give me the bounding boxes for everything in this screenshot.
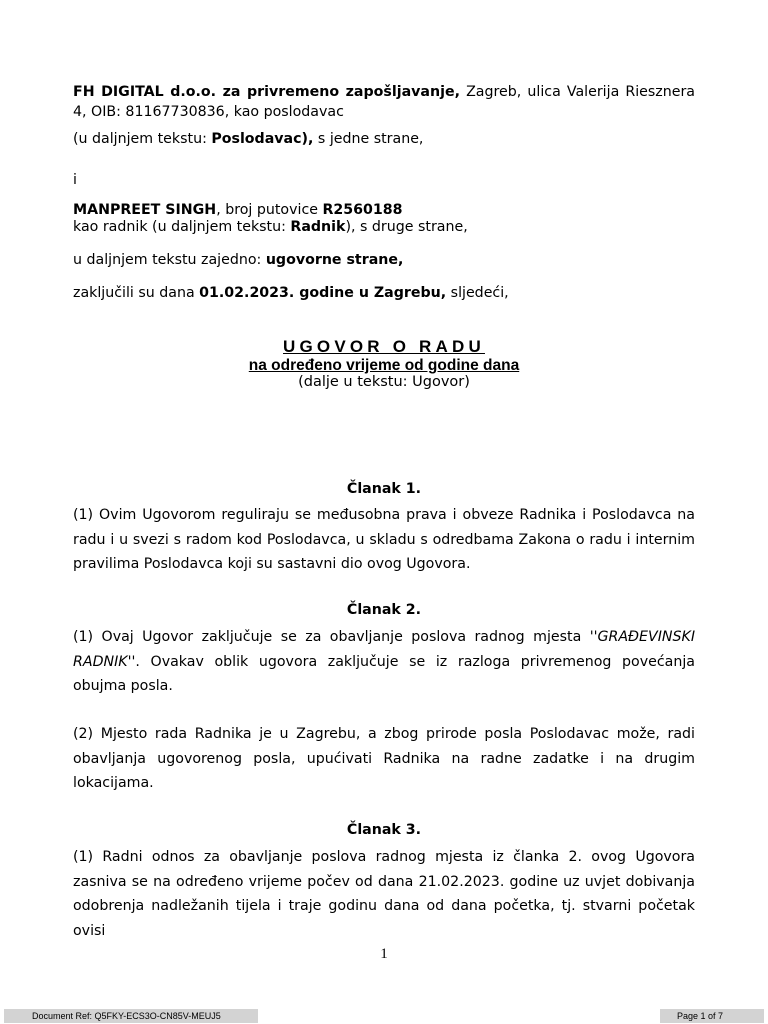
contract-title: UGOVOR O RADU bbox=[283, 337, 485, 356]
and-conjunction: i bbox=[73, 172, 77, 188]
article-1-heading: Članak 1. bbox=[346, 481, 422, 497]
document-ref: Document Ref: Q5FKY-ECS3O-CN85V-MEUJ5 bbox=[32, 1011, 221, 1021]
article-1-paragraph-1: (1) Ovim Ugovorom reguliraju se međusobna prava i obveze Radnika i Poslodavca na radu i u svezi s radom kod Poslodavca, u skladu s odredbama Zakona o radu i internim pravilima Poslodavca koji su sastavni dio ovog Ugovora. bbox=[73, 507, 695, 572]
page-count: Page 1 of 7 bbox=[677, 1011, 724, 1021]
article-2-heading: Članak 2. bbox=[346, 602, 422, 618]
employee-ref-label: Radnik bbox=[290, 219, 346, 235]
employee-paragraph bbox=[73, 202, 695, 236]
page-count-bar bbox=[660, 1009, 764, 1023]
contract-subtitle: na određeno vrijeme od godine dana bbox=[248, 357, 520, 374]
job-title: ''GRAĐEVINSKI RADNIK'' bbox=[73, 629, 695, 670]
employee-name: MANPREET SINGH bbox=[73, 202, 217, 218]
concluded-date-place: 01.02.2023. godine u Zagrebu, bbox=[199, 285, 447, 301]
employee-ref-prefix: kao radnik (u daljnjem tekstu: bbox=[73, 219, 291, 235]
a2-p1-suffix: . Ovakav oblik ugovora zaključuje se iz razloga privremenog povećanja obujma posla. bbox=[73, 653, 695, 694]
employer-ref-prefix: (u daljnjem tekstu: bbox=[73, 131, 212, 147]
together-line bbox=[73, 250, 695, 270]
together-prefix: u daljnjem tekstu zajedno: bbox=[73, 252, 266, 268]
concluded-prefix: zaključili su dana bbox=[73, 285, 200, 301]
employer-name: FH DIGITAL d.o.o. za privremeno zapošljavanje, bbox=[73, 84, 460, 100]
article-2-paragraph-1 bbox=[73, 625, 695, 699]
article-3-paragraph-1: (1) Radni odnos za obavljanje poslova radnog mjesta iz članka 2. ovog Ugovora zasniva se na određeno vrijeme počev od dana 21.02.2023. godine uz uvjet dobivanja odobrenja nadležanih tijela i traje godinu dana od dana početka, tj. stvarni početak ovisi bbox=[73, 849, 695, 939]
employer-details: Zagreb, ulica Valerija Riesznera 4, OIB: 81167730836, kao poslodavac bbox=[73, 84, 695, 120]
employer-paragraph bbox=[73, 82, 695, 122]
employer-ref-label: Poslodavac), bbox=[211, 131, 314, 147]
together-label: ugovorne strane, bbox=[265, 252, 404, 268]
employee-ref-suffix: ), s druge strane, bbox=[345, 219, 468, 235]
passport-number: R2560188 bbox=[322, 202, 403, 218]
page-number: 1 bbox=[380, 946, 388, 962]
employer-ref-suffix: s jedne strane, bbox=[313, 131, 424, 147]
document-ref-bar bbox=[4, 1009, 258, 1023]
employer-reference bbox=[73, 129, 695, 149]
passport-prefix: , broj putovice bbox=[216, 202, 323, 218]
article-2-paragraph-2: (2) Mjesto rada Radnika je u Zagrebu, a zbog prirode posla Poslodavac može, radi obavljanja ugovorenog posla, upućivati Radnika na radne zadatke i na drugim lokacijama. bbox=[73, 726, 695, 791]
a2-p1-prefix: (1) Ovaj Ugovor zaključuje se za obavljanje poslova radnog mjesta bbox=[73, 629, 590, 645]
contract-title-note: (dalje u tekstu: Ugovor) bbox=[298, 374, 470, 390]
concluded-line bbox=[73, 283, 695, 303]
article-3-heading: Članak 3. bbox=[346, 822, 422, 838]
concluded-suffix: sljedeći, bbox=[446, 285, 509, 301]
